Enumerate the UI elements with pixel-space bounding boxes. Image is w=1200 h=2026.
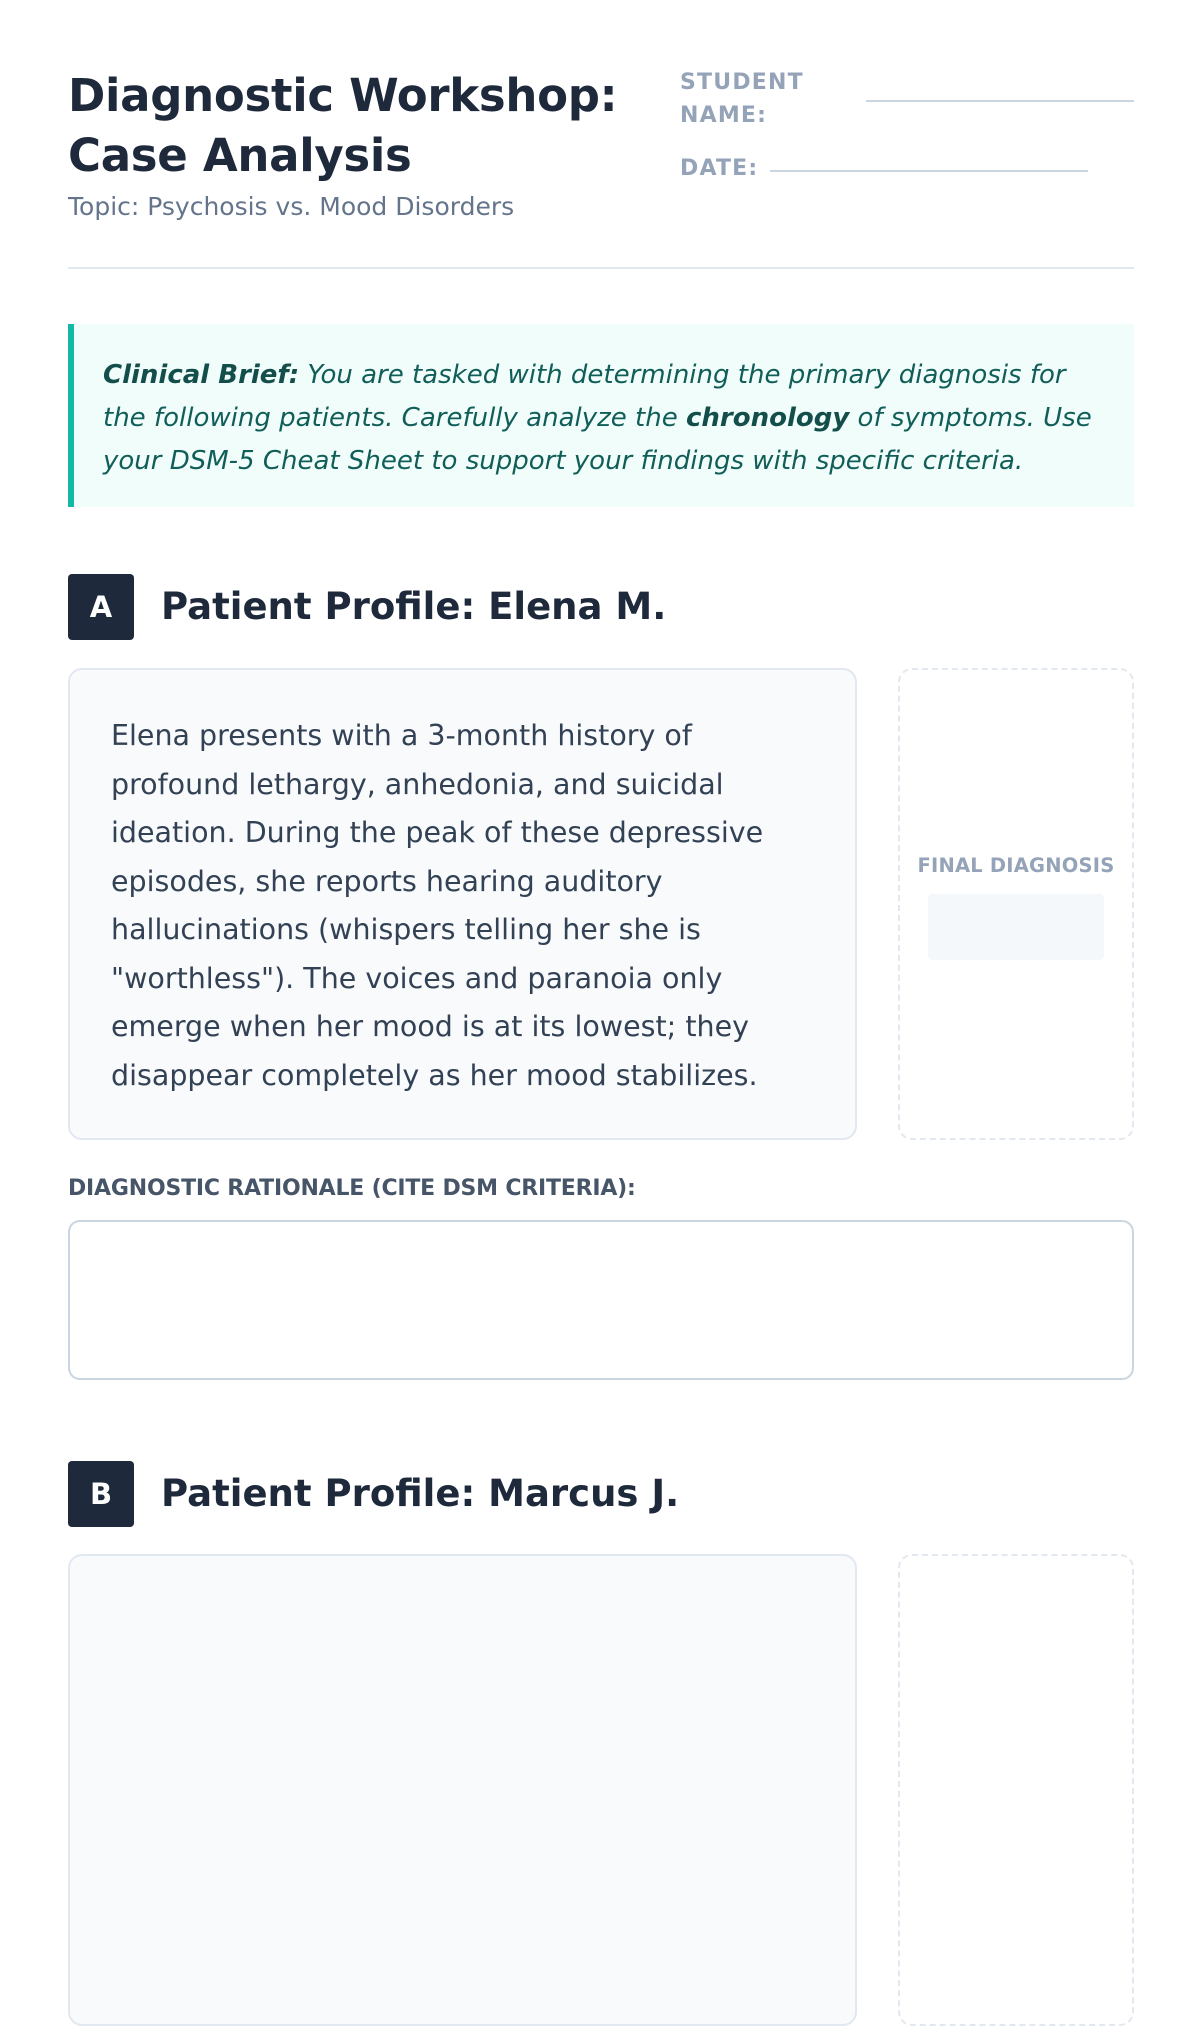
case-b-title: Patient Profile: Marcus J.	[161, 1472, 680, 1515]
brief-emphasis: chronology	[685, 403, 850, 433]
brief-text-after: of symptoms. Use your DSM-5 Cheat Sheet to support your findings with specific criteria.	[103, 403, 1092, 476]
case-a-final-diagnosis-box	[898, 668, 1134, 1140]
brief-text-before: You are tasked with determining the primary diagnosis for the following patients. Carefully analyze the	[103, 360, 1066, 433]
topic-subtitle: Topic: Psychosis vs. Mood Disorders	[68, 192, 515, 221]
case-b-badge: B	[68, 1461, 134, 1527]
title-block	[68, 66, 638, 222]
case-a-description: Elena presents with a 3-month history of profound lethargy, anhedonia, and suicidal ideation. During the peak of these depressive episodes, she reports hearing auditory hallucinations (whispers telling her she is "worthless"). The voices and paranoia only emerge when her mood is at its lowest; they disappear completely as her mood stabilizes.	[111, 719, 764, 1092]
case-a-card	[68, 668, 857, 1140]
header-divider	[68, 267, 1134, 269]
case-b-header	[68, 1461, 1134, 1527]
final-diagnosis-label: FINAL DIAGNOSIS	[917, 854, 1115, 877]
brief-lead: Clinical Brief:	[103, 360, 300, 390]
title-line-2: Case Analysis	[68, 129, 412, 182]
title-line-1: Diagnostic Workshop:	[68, 69, 618, 122]
clinical-brief	[68, 324, 1134, 507]
student-name-label: STUDENT NAME:	[680, 70, 804, 128]
case-b-final-diagnosis-box	[898, 1554, 1134, 2026]
date-label: DATE:	[680, 156, 759, 181]
worksheet-page	[68, 0, 1134, 1600]
case-b-card	[68, 1554, 857, 2026]
rationale-input[interactable]	[68, 1220, 1134, 1380]
case-a-title: Patient Profile: Elena M.	[161, 585, 667, 628]
rationale-label: DIAGNOSTIC RATIONALE (CITE DSM CRITERIA):	[68, 1176, 636, 1201]
page-title	[68, 66, 638, 186]
student-name-field[interactable]	[866, 100, 1134, 102]
date-field[interactable]	[770, 170, 1088, 172]
brief-text	[103, 354, 1098, 483]
final-diagnosis-input[interactable]	[928, 894, 1104, 960]
case-a-header	[68, 574, 1134, 640]
case-a-badge: A	[68, 574, 134, 640]
